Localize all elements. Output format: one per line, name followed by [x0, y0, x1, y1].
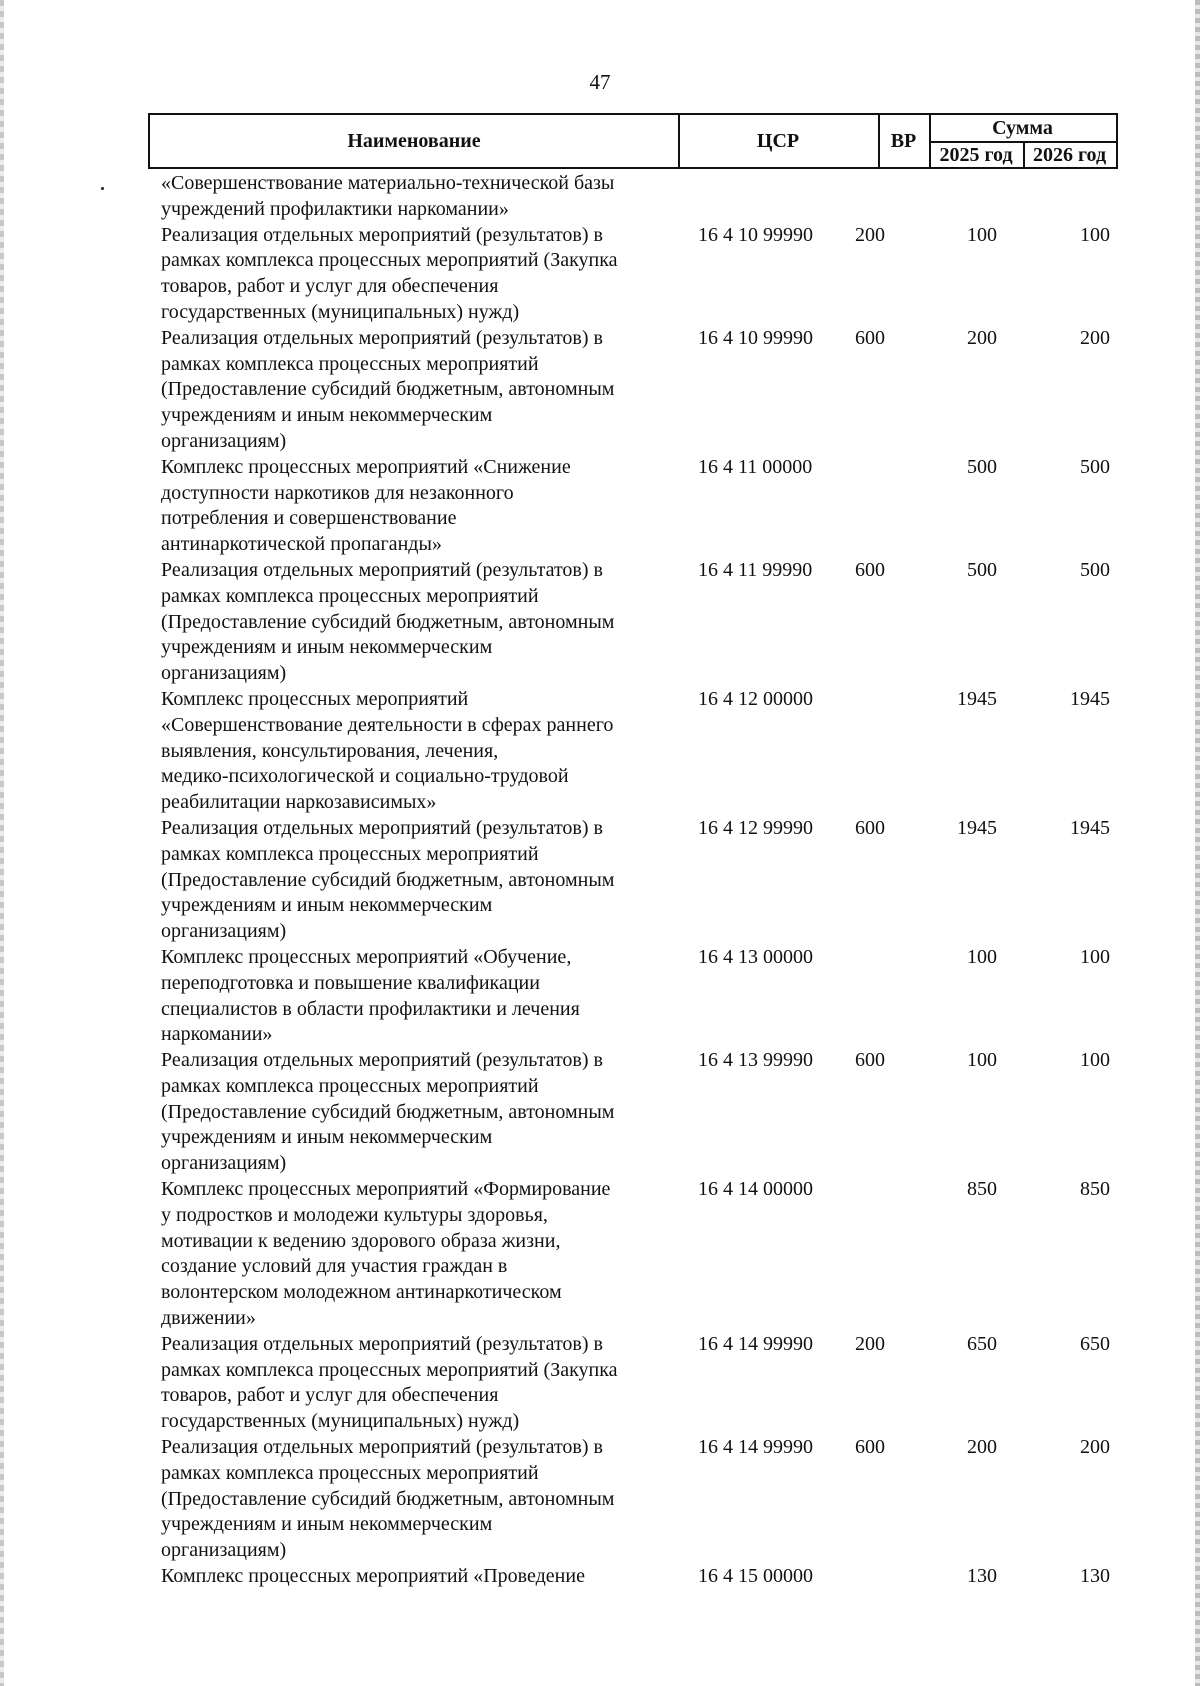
table-row: [0, 558, 1200, 687]
table-row: [0, 816, 1200, 945]
row-vr: 600: [855, 816, 885, 839]
row-name: Комплекс процессных мероприятий «Обучение, переподготовка и повышение квалификации специалистов в области профилактики и лечения наркомании»: [161, 945, 580, 1046]
table-row: [0, 1048, 1200, 1177]
row-name: Комплекс процессных мероприятий «Проведение: [161, 1565, 585, 1588]
row-vr: 200: [855, 223, 885, 246]
header-name: Наименование: [150, 115, 680, 167]
row-name: Реализация отдельных мероприятий (результатов) в рамках комплекса процессных мероприятий (Предоставление субсидий бюджетным, автономным учреждениям и иным некоммерческим организациям): [161, 326, 615, 452]
row-sum-2025: 500: [967, 558, 997, 581]
row-vr: 600: [855, 326, 885, 349]
row-sum-2025: 1945: [957, 816, 997, 839]
row-csr: 16 4 12 00000: [698, 687, 813, 710]
table-row: [0, 1435, 1200, 1564]
row-csr: 16 4 11 00000: [698, 455, 813, 478]
row-sum-2026: 200: [1080, 1436, 1110, 1459]
row-name: Реализация отдельных мероприятий (результатов) в рамках комплекса процессных мероприятий (Закупка товаров, работ и услуг для обеспечения государственных (муниципальных) нужд): [161, 223, 618, 323]
header-vr: ВР: [878, 115, 931, 167]
row-name: Реализация отдельных мероприятий (результатов) в рамках комплекса процессных мероприятий (Предоставление субсидий бюджетным, автономным учреждениям и иным некоммерческим организациям): [161, 558, 615, 685]
table-row: [0, 687, 1200, 816]
row-sum-2026: 100: [1080, 945, 1110, 968]
table-row: [0, 223, 1200, 326]
row-sum-2026: 100: [1080, 1049, 1110, 1072]
table-row: [0, 1564, 1200, 1590]
row-sum-2026: 130: [1080, 1565, 1110, 1588]
row-csr: 16 4 13 99990: [698, 1049, 813, 1072]
row-csr: 16 4 14 99990: [698, 1332, 813, 1355]
row-csr: 16 4 13 00000: [698, 945, 813, 968]
table-row: [0, 326, 1200, 455]
row-sum-2026: 200: [1080, 326, 1110, 349]
row-sum-2026: 500: [1080, 455, 1110, 478]
row-sum-2025: 200: [967, 326, 997, 349]
header-year-2026: 2026 год: [1032, 144, 1107, 166]
row-name: Реализация отдельных мероприятий (результатов) в рамках комплекса процессных мероприятий (Предоставление субсидий бюджетным, автономным учреждениям и иным некоммерческим организациям): [161, 1436, 615, 1562]
header-sum: Сумма: [929, 115, 1116, 143]
row-csr: 16 4 12 99990: [698, 816, 813, 839]
row-name: «Совершенствование материально-технической базы учреждений профилактики наркомании»: [161, 172, 615, 220]
row-sum-2026: 1945: [1070, 687, 1110, 710]
row-name: Реализация отдельных мероприятий (результатов) в рамках комплекса процессных мероприятий (Предоставление субсидий бюджетным, автономным учреждениям и иным некоммерческим организациям): [161, 1049, 615, 1175]
row-sum-2025: 130: [967, 1565, 997, 1588]
row-sum-2025: 650: [967, 1332, 997, 1355]
row-sum-2025: 100: [967, 945, 997, 968]
page-number: 47: [589, 70, 611, 94]
table-row: [0, 171, 1200, 223]
row-vr: 600: [855, 1049, 885, 1072]
row-csr: 16 4 14 00000: [698, 1178, 813, 1201]
table-row: [0, 455, 1200, 558]
row-sum-2026: 650: [1080, 1332, 1110, 1355]
row-sum-2026: 500: [1080, 558, 1110, 581]
table-row: [0, 1177, 1200, 1332]
row-sum-2026: 1945: [1070, 816, 1110, 839]
table-row: [0, 945, 1200, 1048]
row-csr: 16 4 14 99990: [698, 1436, 813, 1459]
table-body: [0, 171, 1200, 1590]
row-sum-2025: 1945: [957, 687, 997, 710]
row-sum-2025: 100: [967, 1049, 997, 1072]
header-csr: ЦСР: [678, 115, 880, 167]
table-header: [148, 113, 1118, 169]
row-csr: 16 4 10 99990: [698, 326, 813, 349]
row-name: Комплекс процессных мероприятий «Совершенствование деятельности в сферах раннего выявления, консультирования, лечения, медико-психологической и социально-трудовой реабилитации наркозависимых»: [161, 687, 614, 814]
table-row: [0, 1332, 1200, 1435]
row-name: Реализация отдельных мероприятий (результатов) в рамках комплекса процессных мероприятий (Закупка товаров, работ и услуг для обеспечения государственных (муниципальных) нужд): [161, 1332, 618, 1433]
row-sum-2025: 850: [967, 1178, 997, 1201]
row-sum-2026: 850: [1080, 1178, 1110, 1201]
row-name: Комплекс процессных мероприятий «Формирование у подростков и молодежи культуры здоровья, мотивации к ведению здорового образа жизни, создание условий для участия граждан в волонтерском молодежном антинаркотическом движении»: [161, 1178, 611, 1330]
row-name: Реализация отдельных мероприятий (результатов) в рамках комплекса процессных мероприятий (Предоставление субсидий бюджетным, автономным учреждениям и иным некоммерческим организациям): [161, 816, 615, 943]
row-csr: 16 4 15 00000: [698, 1565, 813, 1588]
row-csr: 16 4 11 99990: [698, 558, 813, 581]
row-csr: 16 4 10 99990: [698, 223, 813, 246]
row-sum-2025: 200: [967, 1436, 997, 1459]
row-sum-2025: 500: [967, 455, 997, 478]
row-name: Комплекс процессных мероприятий «Снижение доступности наркотиков для незаконного потребления и совершенствование антинаркотической пропаганды»: [161, 455, 571, 556]
row-vr: 200: [855, 1332, 885, 1355]
header-year-2025: 2025 год: [929, 141, 1025, 167]
row-vr: 600: [855, 558, 885, 581]
row-sum-2025: 100: [967, 223, 997, 246]
row-vr: 600: [855, 1436, 885, 1459]
row-sum-2026: 100: [1080, 223, 1110, 246]
